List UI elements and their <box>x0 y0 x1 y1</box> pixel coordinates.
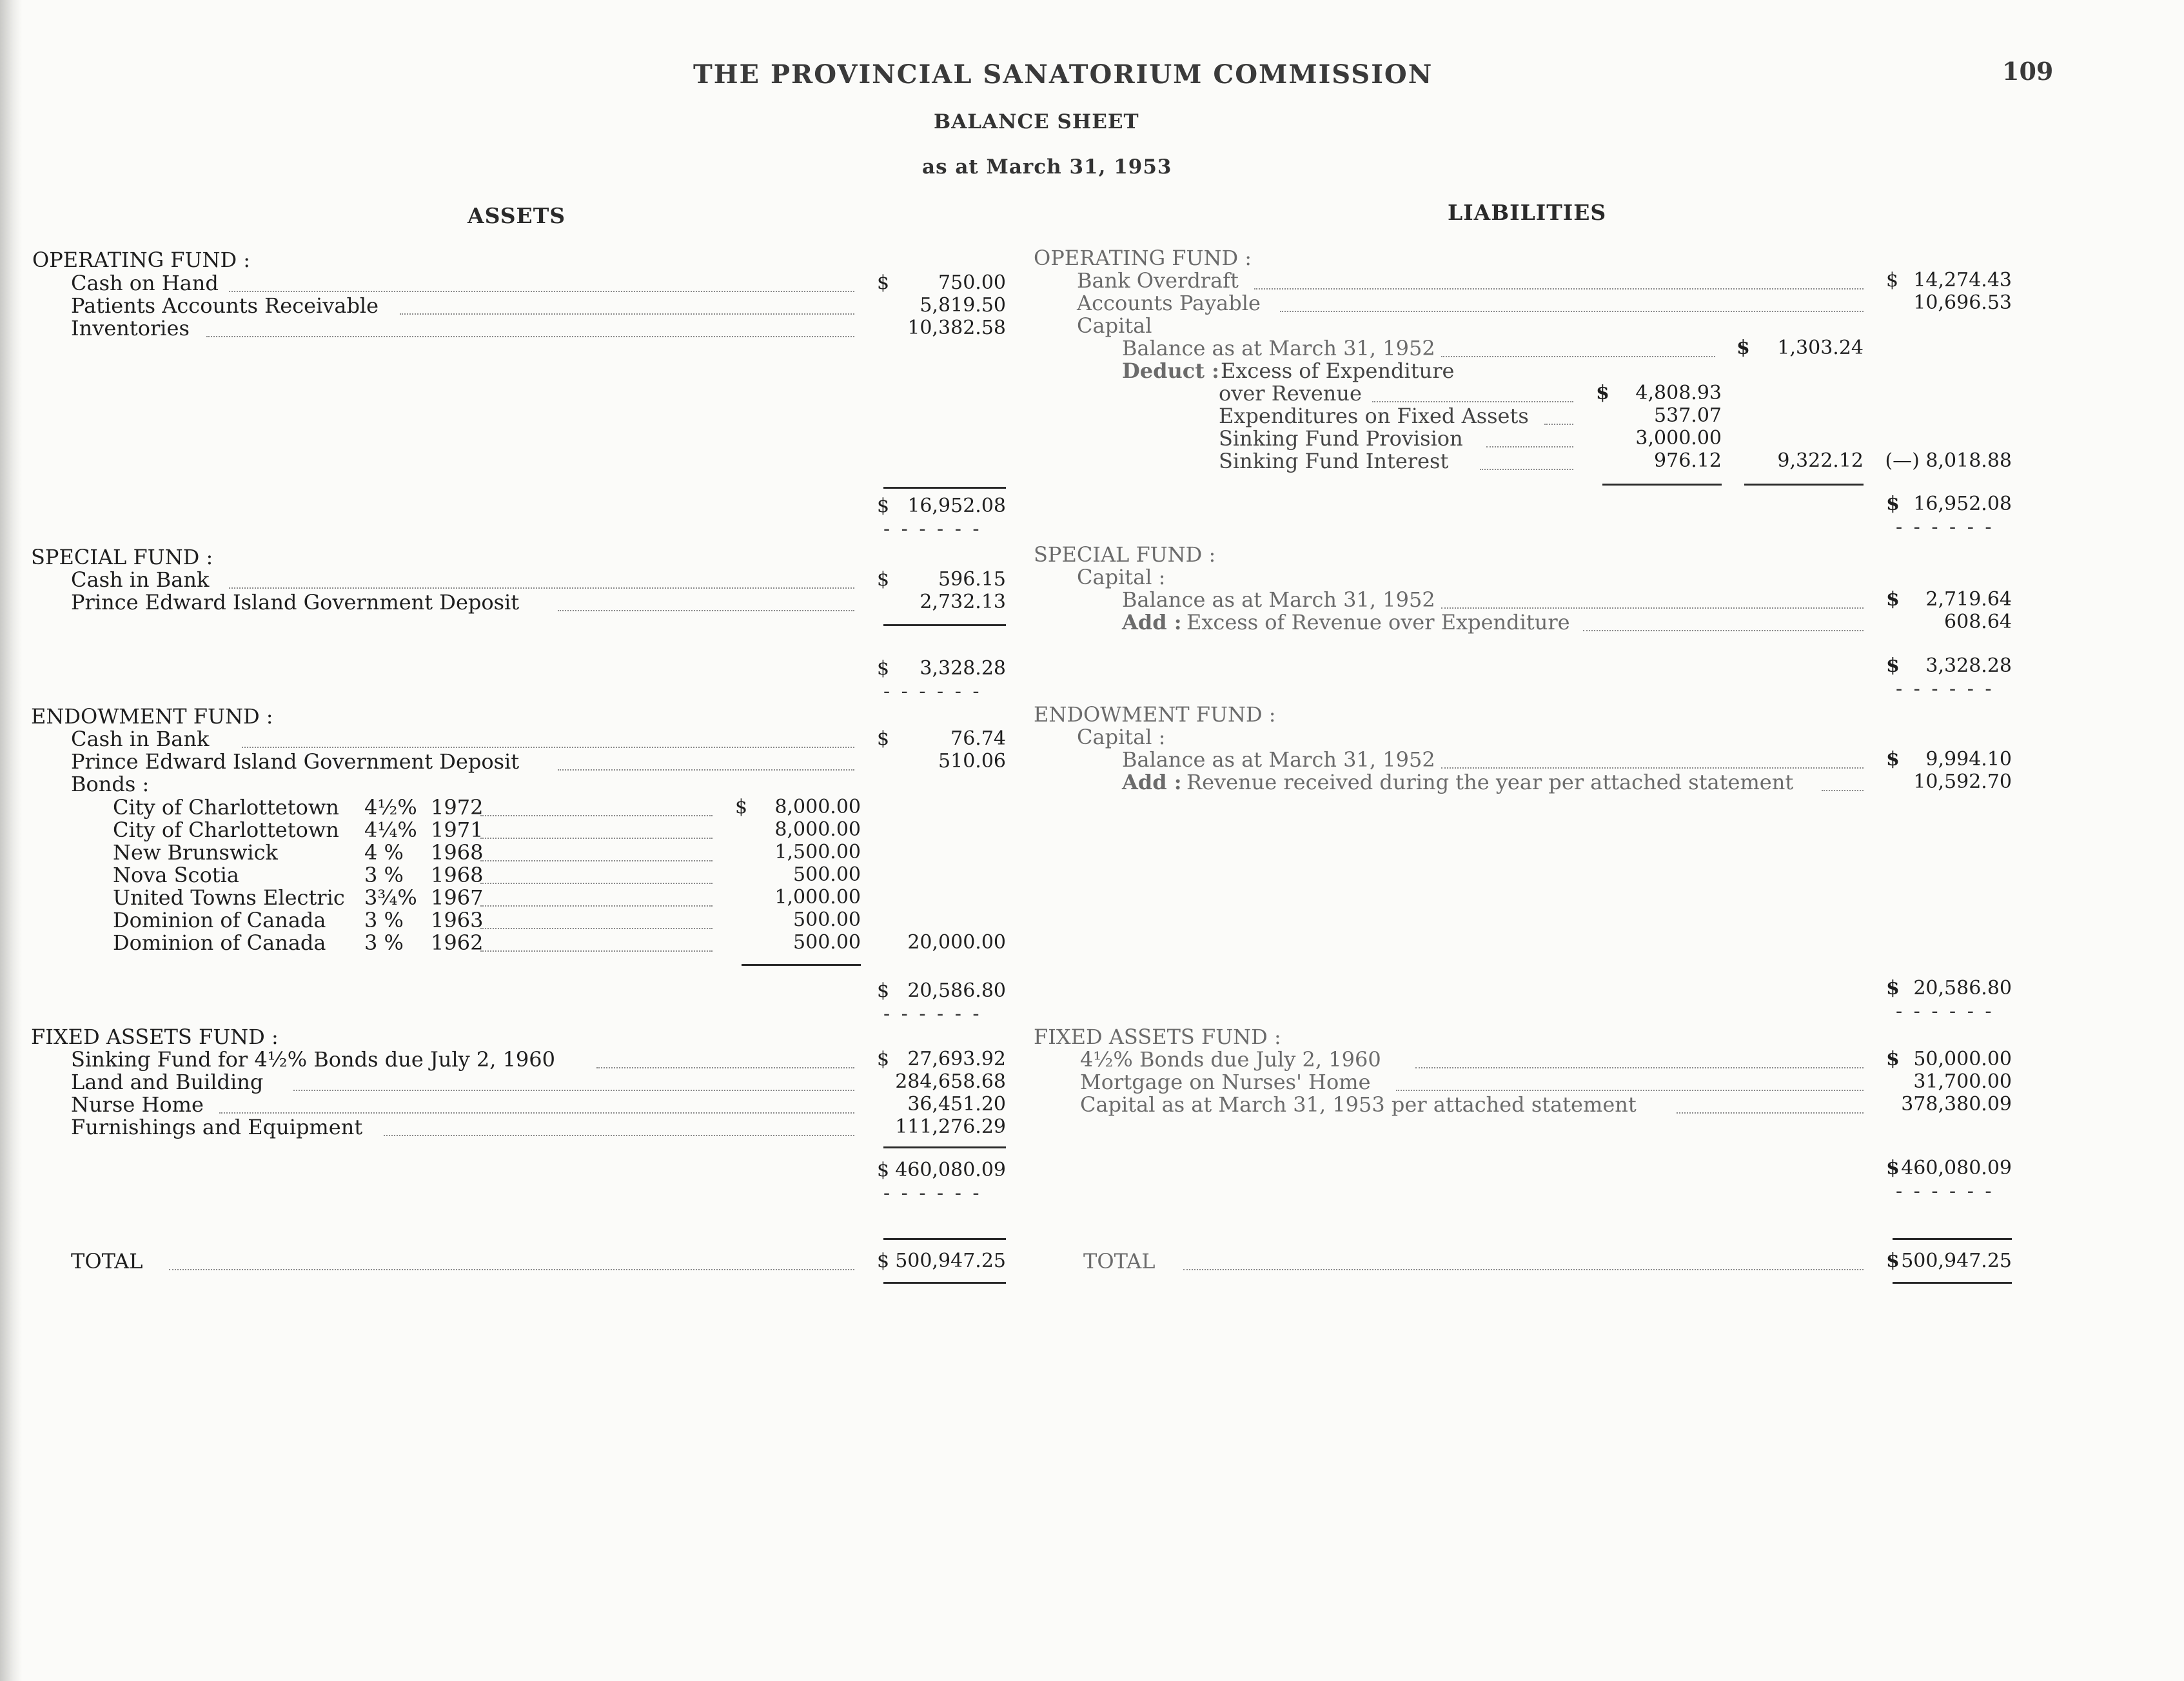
operating-balance-1952-label: Balance as at March 31, 1952 <box>1122 336 1435 360</box>
bond-name: Nova Scotia <box>113 863 239 887</box>
add-label: Add : <box>1122 610 1182 634</box>
subtotal-rule <box>883 624 1006 626</box>
bond-name: United Towns Electric <box>113 885 345 910</box>
bond-year: 1962 <box>431 930 484 955</box>
currency-sign: $ <box>735 796 748 818</box>
bond-value: 1,500.00 <box>774 841 861 863</box>
asset-inventories-label: Inventories <box>71 316 190 340</box>
asset-special-pei-value: 2,732.13 <box>920 591 1006 613</box>
dash-separator: - - - - - - <box>883 1003 982 1025</box>
bond-rate: 3 % <box>364 863 404 887</box>
page-gutter-shadow <box>0 0 22 1681</box>
currency-sign: $ <box>1596 382 1609 404</box>
leader-dots <box>1280 311 1864 312</box>
subtotal-rule <box>1602 484 1722 486</box>
currency-sign: $ <box>1736 337 1750 359</box>
leader-dots <box>1254 288 1864 290</box>
currency-sign: $ <box>877 727 890 750</box>
subtotal-rule <box>883 1146 1006 1148</box>
leader-dots <box>1396 1090 1864 1091</box>
currency-sign: $ <box>877 979 890 1002</box>
currency-sign: $ <box>1886 977 1900 999</box>
page-number: 109 <box>2002 57 2054 86</box>
bond-name: City of Charlottetown <box>113 795 339 820</box>
leader-dots <box>1677 1112 1864 1114</box>
endowment-add-value: 10,592.70 <box>1913 771 2012 793</box>
subtotal-rule <box>1744 484 1864 486</box>
asset-land-building-value: 284,658.68 <box>895 1070 1006 1093</box>
operating-balance-1952-value: 1,303.24 <box>1777 337 1864 359</box>
currency-sign: $ <box>877 495 890 517</box>
leader-dots <box>1183 1269 1864 1270</box>
liability-bonds-label: 4½% Bonds due July 2, 1960 <box>1080 1047 1381 1072</box>
currency-sign: $ <box>1886 269 1899 291</box>
liability-mortgage-value: 31,700.00 <box>1913 1070 2012 1093</box>
currency-sign: $ <box>1886 1250 1900 1272</box>
document-date: as at March 31, 1953 <box>922 155 1172 179</box>
sinking-interest-label: Sinking Fund Interest <box>1219 449 1449 473</box>
leader-dots <box>480 838 713 839</box>
assets-operating-total: 16,952.08 <box>907 495 1006 517</box>
bond-year: 1967 <box>431 885 484 910</box>
document-subtitle: BALANCE SHEET <box>934 110 1139 133</box>
liabilities-total-label: TOTAL <box>1083 1249 1156 1273</box>
leader-dots <box>229 587 854 589</box>
asset-sinking-fund-label: Sinking Fund for 4½% Bonds due July 2, 1960 <box>71 1047 555 1072</box>
leader-dots <box>1441 356 1715 357</box>
asset-patients-receivable-value: 5,819.50 <box>920 294 1006 317</box>
deduct-text: Excess of Expenditure <box>1221 359 1455 383</box>
subtotal-rule <box>883 487 1006 489</box>
assets-special-total: 3,328.28 <box>920 657 1006 680</box>
liabilities-fixed-total: 460,080.09 <box>1901 1157 2012 1179</box>
fixed-assets-expenditure-label: Expenditures on Fixed Assets <box>1219 404 1529 428</box>
bonds-label: Bonds : <box>71 772 150 796</box>
liability-bonds-value: 50,000.00 <box>1913 1048 2012 1070</box>
special-balance-1952-label: Balance as at March 31, 1952 <box>1122 587 1435 612</box>
liabilities-operating-title: OPERATING FUND : <box>1034 246 1252 270</box>
asset-endowment-cash-label: Cash in Bank <box>71 727 210 751</box>
currency-sign: $ <box>1886 493 1900 515</box>
bond-name: Dominion of Canada <box>113 908 326 932</box>
leader-dots <box>596 1067 854 1068</box>
liability-bank-overdraft-value: 14,274.43 <box>1913 269 2012 291</box>
liabilities-operating-total: 16,952.08 <box>1913 493 2012 515</box>
deduct-label: Deduct : <box>1122 359 1219 383</box>
asset-endowment-pei-value: 510.06 <box>938 750 1006 772</box>
liability-bank-overdraft-label: Bank Overdraft <box>1077 268 1239 293</box>
liability-capital-value: 378,380.09 <box>1901 1093 2012 1116</box>
asset-patients-receivable-label: Patients Accounts Receivable <box>71 293 379 318</box>
currency-sign: $ <box>877 1048 890 1070</box>
asset-nurse-home-label: Nurse Home <box>71 1092 204 1117</box>
dash-separator: - - - - - - <box>1896 678 1994 700</box>
leader-dots <box>1415 1067 1864 1068</box>
assets-endowment-title: ENDOWMENT FUND : <box>31 704 273 729</box>
add-label: Add : <box>1122 770 1182 794</box>
dash-separator: - - - - - - <box>1896 1000 1994 1023</box>
leader-dots <box>558 769 854 771</box>
bonds-total: 20,000.00 <box>907 931 1006 954</box>
deduct-total: 9,322.12 <box>1777 449 1864 472</box>
assets-fixed-title: FIXED ASSETS FUND : <box>31 1025 279 1049</box>
special-add-value: 608.64 <box>1944 611 2012 633</box>
liabilities-total-value: 500,947.25 <box>1901 1250 2012 1272</box>
liabilities-endowment-title: ENDOWMENT FUND : <box>1034 702 1276 727</box>
bond-value: 500.00 <box>793 863 861 886</box>
bond-name: New Brunswick <box>113 840 278 865</box>
assets-special-title: SPECIAL FUND : <box>31 545 213 569</box>
bond-name: City of Charlottetown <box>113 818 339 842</box>
asset-endowment-cash-value: 76.74 <box>950 727 1006 750</box>
currency-sign: $ <box>1886 748 1900 771</box>
total-rule <box>883 1282 1006 1284</box>
bond-value: 8,000.00 <box>774 796 861 818</box>
bond-rate: 3 % <box>364 930 404 955</box>
assets-heading: ASSETS <box>467 203 566 228</box>
over-revenue-value: 4,808.93 <box>1635 382 1722 404</box>
asset-nurse-home-value: 36,451.20 <box>907 1093 1006 1116</box>
dash-separator: - - - - - - <box>1896 516 1994 538</box>
bond-year: 1971 <box>431 818 484 842</box>
liabilities-endowment-total: 20,586.80 <box>1913 977 2012 999</box>
currency-sign: $ <box>1886 1157 1900 1179</box>
total-rule <box>1893 1238 2012 1240</box>
leader-dots <box>384 1135 854 1136</box>
leader-dots <box>1822 790 1864 791</box>
fixed-assets-expenditure-value: 537.07 <box>1654 404 1722 427</box>
dash-separator: - - - - - - <box>883 1182 982 1204</box>
bond-rate: 3¾% <box>364 885 417 910</box>
bond-year: 1968 <box>431 863 484 887</box>
leader-dots <box>480 860 713 861</box>
asset-land-building-label: Land and Building <box>71 1070 264 1094</box>
leader-dots <box>206 336 854 337</box>
asset-cash-on-hand-value: 750.00 <box>938 271 1006 294</box>
currency-sign: $ <box>1886 654 1900 677</box>
leader-dots <box>480 928 713 929</box>
page-title: THE PROVINCIAL SANATORIUM COMMISSION <box>693 59 1433 90</box>
dash-separator: - - - - - - <box>1896 1180 1994 1203</box>
bond-rate: 4 % <box>364 840 404 865</box>
liabilities-fixed-title: FIXED ASSETS FUND : <box>1034 1025 1281 1049</box>
total-rule <box>883 1238 1006 1240</box>
special-add-text: Excess of Revenue over Expenditure <box>1186 610 1570 634</box>
currency-sign: $ <box>877 1159 890 1181</box>
subtotal-rule <box>742 964 861 966</box>
assets-total-value: 500,947.25 <box>895 1250 1006 1272</box>
liabilities-special-title: SPECIAL FUND : <box>1034 542 1216 567</box>
asset-special-cash-value: 596.15 <box>938 568 1006 591</box>
bond-year: 1963 <box>431 908 484 932</box>
leader-dots <box>480 815 713 816</box>
liability-accounts-payable-value: 10,696.53 <box>1913 291 2012 314</box>
asset-sinking-fund-value: 27,693.92 <box>907 1048 1006 1070</box>
bond-name: Dominion of Canada <box>113 930 326 955</box>
leader-dots <box>1486 446 1573 447</box>
over-revenue-label: over Revenue <box>1219 381 1362 406</box>
leader-dots <box>219 1112 854 1114</box>
leader-dots <box>1441 767 1864 769</box>
currency-sign: $ <box>877 568 890 591</box>
special-balance-1952-value: 2,719.64 <box>1925 588 2012 611</box>
asset-furnishings-label: Furnishings and Equipment <box>71 1115 363 1139</box>
leader-dots <box>480 950 713 952</box>
endowment-add-text: Revenue received during the year per attached statement <box>1186 770 1794 794</box>
capital-label: Capital : <box>1077 565 1166 589</box>
bond-value: 500.00 <box>793 909 861 931</box>
liability-accounts-payable-label: Accounts Payable <box>1077 291 1261 315</box>
leader-dots <box>1441 607 1864 609</box>
asset-inventories-value: 10,382.58 <box>907 317 1006 339</box>
leader-dots <box>169 1269 854 1270</box>
asset-special-pei-label: Prince Edward Island Government Deposit <box>71 590 520 614</box>
asset-endowment-pei-label: Prince Edward Island Government Deposit <box>71 749 520 774</box>
leader-dots <box>1583 630 1864 631</box>
bond-rate: 3 % <box>364 908 404 932</box>
assets-fixed-total: 460,080.09 <box>895 1159 1006 1181</box>
bond-rate: 4½% <box>364 795 417 820</box>
total-rule <box>1893 1282 2012 1284</box>
liability-mortgage-label: Mortgage on Nurses' Home <box>1080 1070 1371 1094</box>
currency-sign: $ <box>877 1250 890 1272</box>
leader-dots <box>400 313 854 315</box>
leader-dots <box>558 610 854 611</box>
dash-separator: - - - - - - <box>883 518 982 540</box>
leader-dots <box>242 747 854 748</box>
endowment-balance-1952-label: Balance as at March 31, 1952 <box>1122 747 1435 772</box>
sinking-provision-label: Sinking Fund Provision <box>1219 426 1463 451</box>
currency-sign: $ <box>877 657 890 680</box>
liabilities-heading: LIABILITIES <box>1448 200 1607 225</box>
bond-year: 1968 <box>431 840 484 865</box>
bond-year: 1972 <box>431 795 484 820</box>
capital-label: Capital <box>1077 313 1152 338</box>
asset-furnishings-value: 111,276.29 <box>895 1116 1006 1138</box>
liability-capital-label: Capital as at March 31, 1953 per attached statement <box>1080 1092 1637 1117</box>
currency-sign: $ <box>877 271 890 294</box>
asset-special-cash-label: Cash in Bank <box>71 567 210 592</box>
sinking-provision-value: 3,000.00 <box>1635 427 1722 449</box>
dash-separator: - - - - - - <box>883 680 982 703</box>
assets-total-label: TOTAL <box>71 1249 143 1273</box>
leader-dots <box>480 883 713 884</box>
leader-dots <box>1372 401 1573 402</box>
bond-value: 500.00 <box>793 931 861 954</box>
leader-dots <box>1480 469 1573 470</box>
bond-value: 1,000.00 <box>774 886 861 909</box>
asset-cash-on-hand-label: Cash on Hand <box>71 271 219 295</box>
capital-net: (—) 8,018.88 <box>1885 449 2012 472</box>
liabilities-special-total: 3,328.28 <box>1925 654 2012 677</box>
leader-dots <box>293 1090 854 1091</box>
bond-value: 8,000.00 <box>774 818 861 841</box>
leader-dots <box>480 905 713 907</box>
capital-label: Capital : <box>1077 725 1166 749</box>
assets-endowment-total: 20,586.80 <box>907 979 1006 1002</box>
endowment-balance-1952-value: 9,994.10 <box>1925 748 2012 771</box>
currency-sign: $ <box>1886 588 1900 611</box>
assets-operating-title: OPERATING FUND : <box>32 248 251 272</box>
sinking-interest-value: 976.12 <box>1654 449 1722 472</box>
leader-dots <box>229 291 854 292</box>
bond-rate: 4¼% <box>364 818 417 842</box>
leader-dots <box>1544 424 1573 425</box>
currency-sign: $ <box>1886 1048 1900 1070</box>
